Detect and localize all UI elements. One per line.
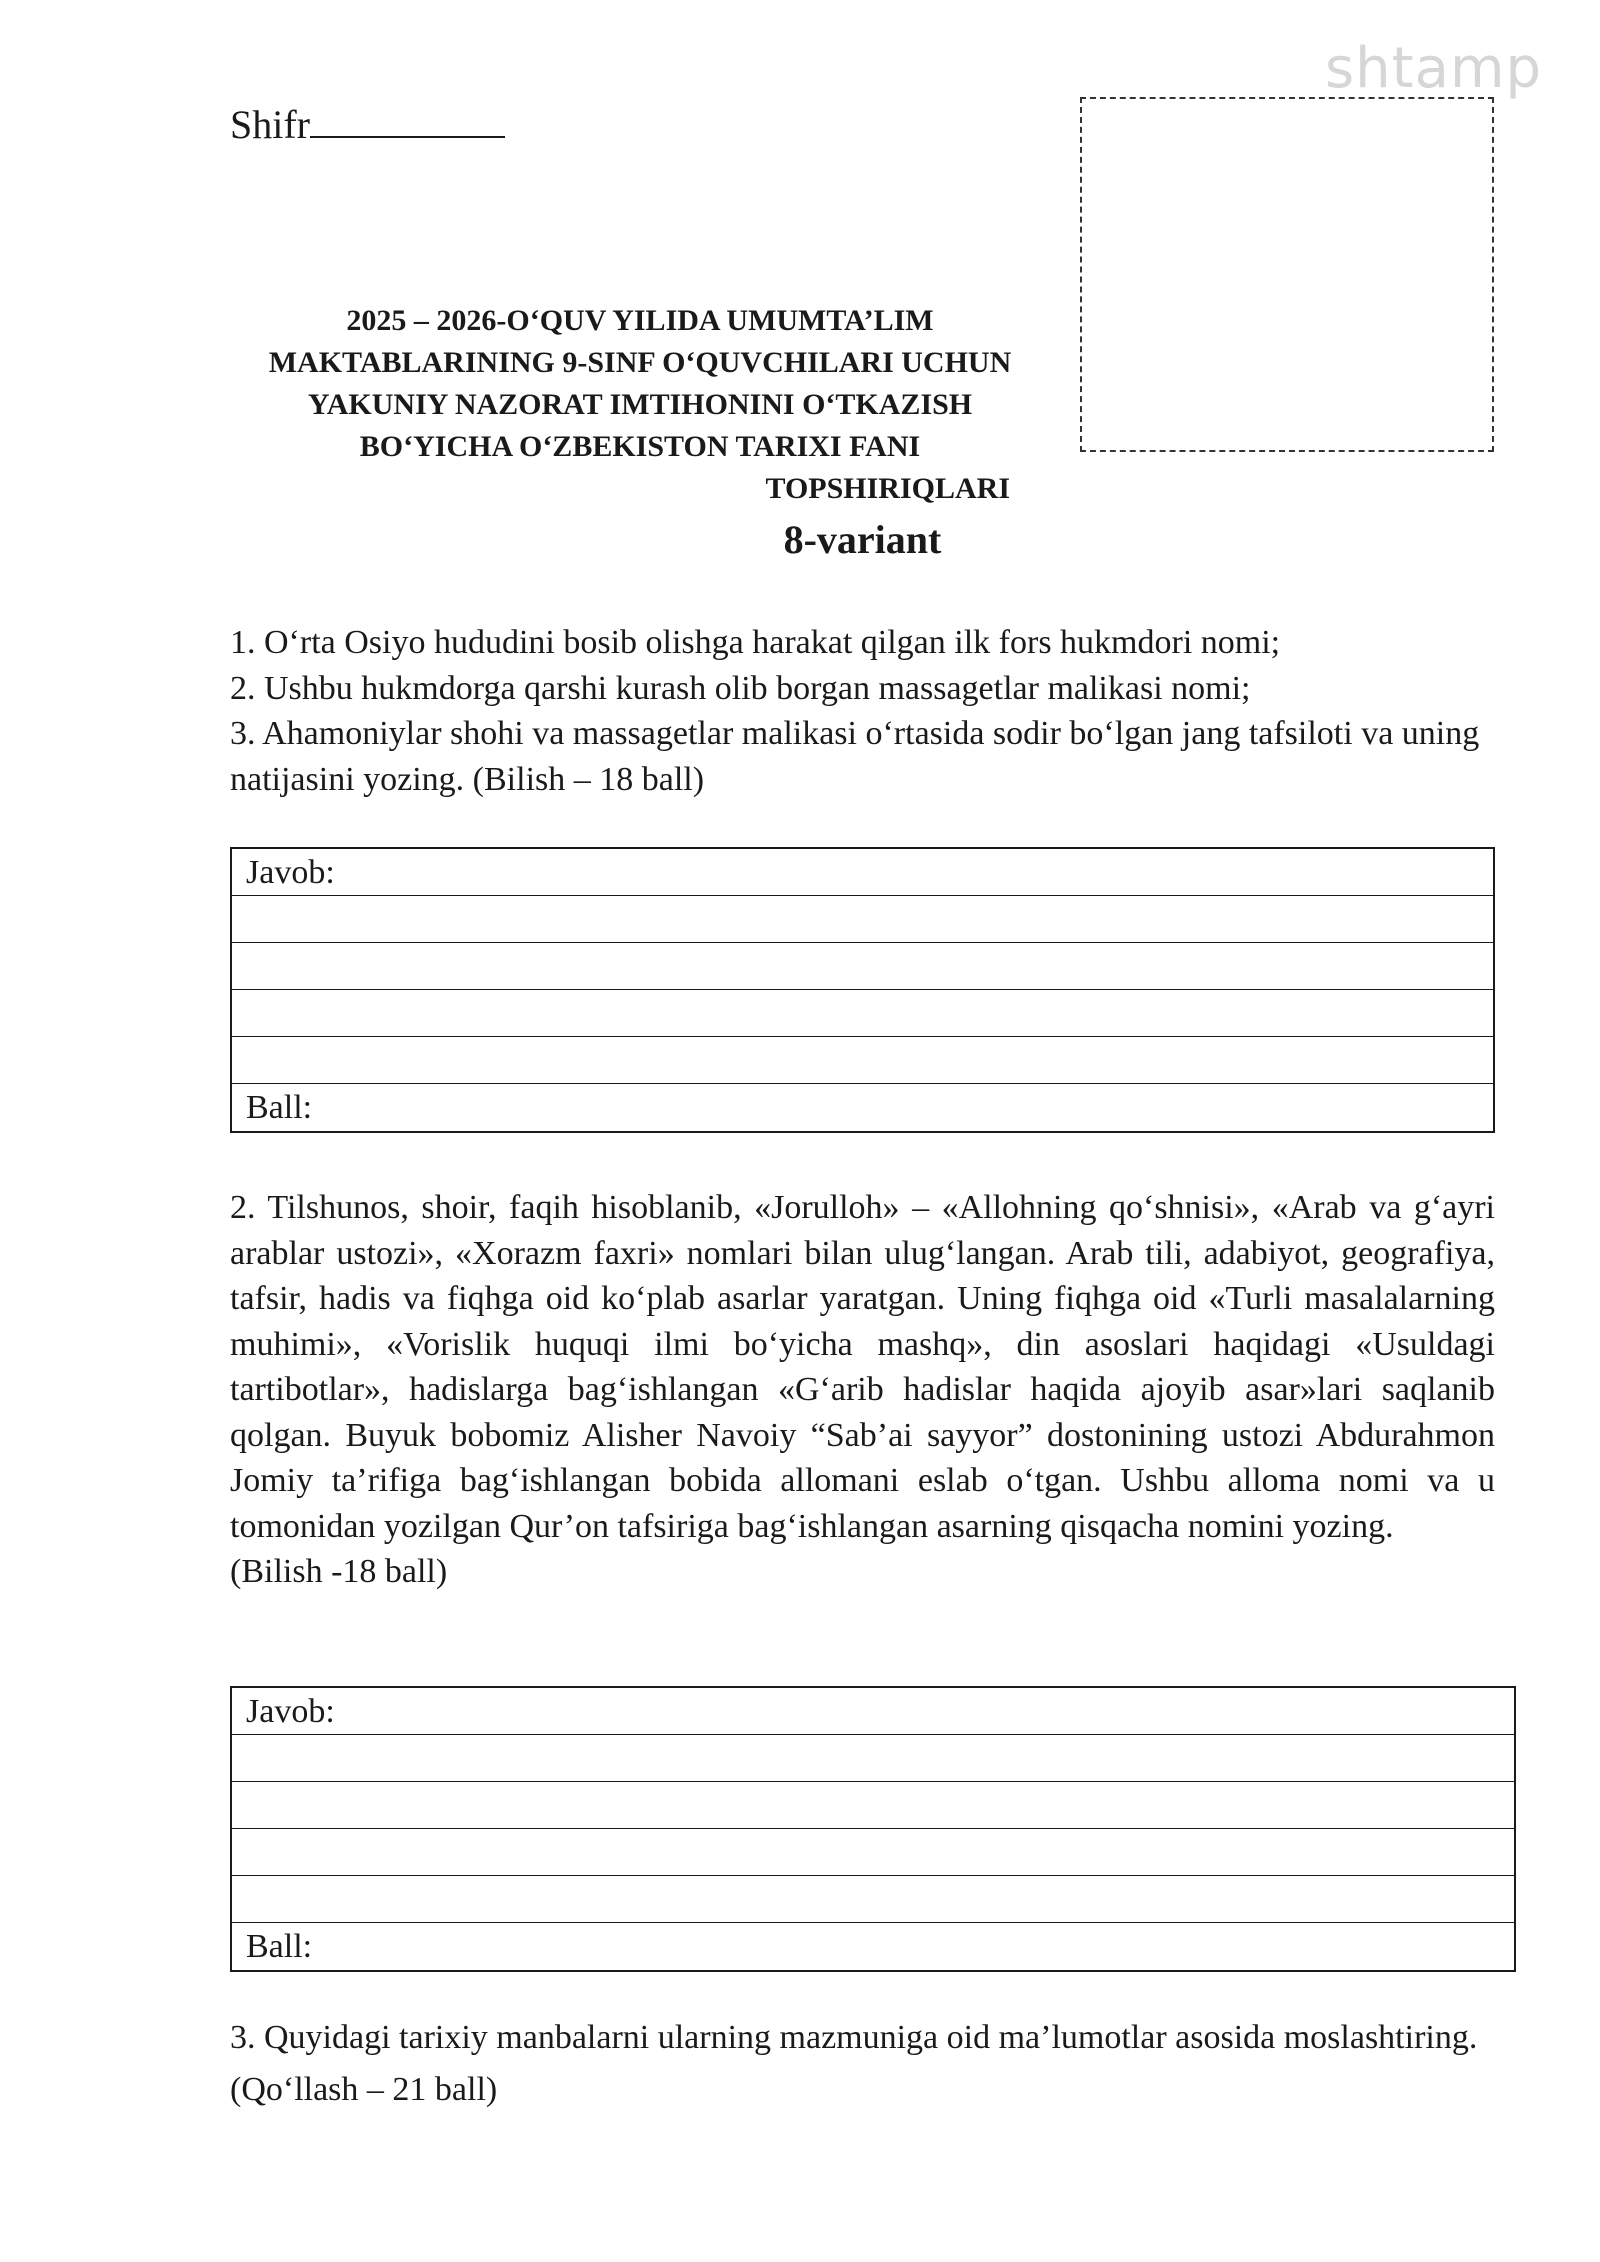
answer-line[interactable]	[232, 1876, 1514, 1923]
score-row: Ball:	[246, 1928, 313, 1965]
answer-line[interactable]	[232, 1735, 1514, 1782]
answer-label-row: Javob:	[232, 1688, 1514, 1735]
answer-line[interactable]	[232, 943, 1493, 990]
answer-line[interactable]	[232, 1782, 1514, 1829]
answer-table-2	[230, 1686, 1516, 1972]
question-2-score: (Bilish -18 ball)	[230, 1553, 448, 1590]
question-2	[230, 1185, 1495, 1595]
title-line-4: BO‘YICHA O‘ZBEKISTON TARIXI FANI	[359, 430, 921, 463]
question-1	[230, 620, 1495, 802]
answer-table-1	[230, 847, 1495, 1133]
answer-line[interactable]	[232, 990, 1493, 1037]
title-line-2: MAKTABLARINING 9-SINF O‘QUVCHILARI UCHUN	[268, 346, 1012, 379]
question-1-item-3: 3. Ahamoniylar shohi va massagetlar malikasi o‘rtasida sodir bo‘lgan jang tafsiloti va uning natijasini yozing. (Bilish – 18 ball)	[230, 715, 1480, 798]
title-line-1: 2025 – 2026-O‘QUV YILIDA UMUMTA’LIM	[346, 304, 934, 337]
watermark: shtamp	[1325, 36, 1543, 101]
cipher-blank-line[interactable]	[310, 100, 505, 138]
score-row: Ball:	[246, 1089, 313, 1126]
variant-label: 8-variant	[783, 517, 942, 562]
exam-title	[230, 300, 1050, 510]
question-3: 3. Quyidagi tarixiy manbalarni ularning mazmuniga oid ma’lumotlar asosida moslashtiring. (Qo‘llash – 21 ball)	[230, 2019, 1478, 2108]
answer-line[interactable]	[232, 1037, 1493, 1084]
title-line-3: YAKUNIY NAZORAT IMTIHONINI O‘TKAZISH	[307, 388, 973, 421]
answer-line[interactable]	[232, 1829, 1514, 1876]
answer-label-row: Javob:	[232, 849, 1493, 896]
question-1-item-1: 1. O‘rta Osiyo hududini bosib olishga harakat qilgan ilk fors hukmdori nomi;	[230, 624, 1281, 661]
cipher-label: Shifr	[230, 102, 310, 147]
answer-line[interactable]	[232, 896, 1493, 943]
title-line-5: TOPSHIRIQLARI	[765, 472, 1010, 505]
question-1-item-2: 2. Ushbu hukmdorga qarshi kurash olib borgan massagetlar malikasi nomi;	[230, 669, 1251, 707]
cipher-field	[230, 100, 505, 149]
question-2-text: 2. Tilshunos, shoir, faqih hisoblanib, «Jorulloh» – «Allohning qo‘shnisi», «Arab va g‘ayri arablar ustozi», «Xorazm faxri» nomlari bilan ulug‘langan. Arab tili, adabiyot, geografiya, tafsir, hadis va fiqhga oid ko‘plab asarlar yaratgan. Uning fiqhga oid «Turli masalalarning muhimi», «Vorislik huquqi ilmi bo‘yicha mashq», din asoslari haqidagi «Usuldagi tartibotlar», hadislarga bag‘ishlangan «G‘arib hadislar haqida ajoyib asar»lari saqlanib qolgan. Buyuk bobomiz Alisher Navoiy “Sab’ai sayyor” dostonining ustozi Abdurahmon Jomiy ta’rifiga bag‘ishlangan bobida allomani eslab o‘tgan. Ushbu alloma nomi va u tomonidan yozilgan Qur’on tafsiriga bag‘ishlangan asarning qisqacha nomini yozing.	[230, 1189, 1495, 1545]
stamp-box	[1080, 97, 1494, 452]
